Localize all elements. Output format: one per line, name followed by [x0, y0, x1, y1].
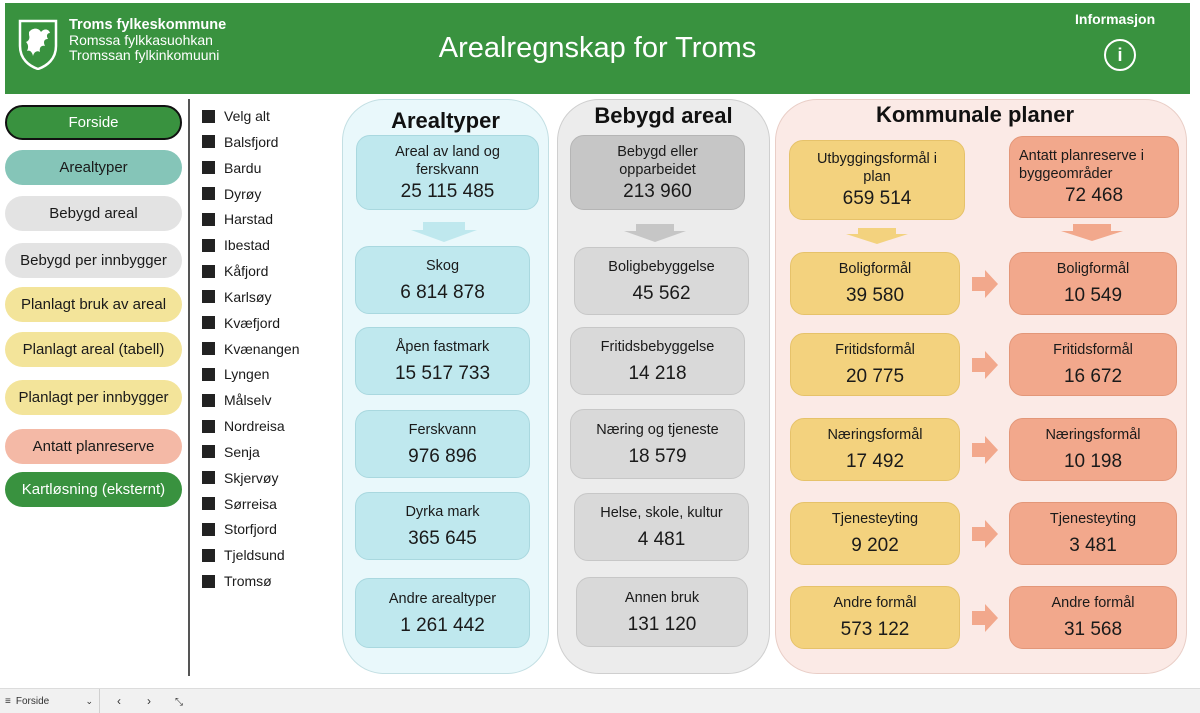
kommune-item[interactable]	[202, 340, 300, 358]
card-label: Skog	[425, 257, 460, 274]
bebygd-naering-card	[570, 409, 745, 479]
vertical-divider	[188, 99, 190, 676]
previous-page-button[interactable]	[104, 694, 134, 708]
checkbox-icon	[202, 368, 215, 381]
bebygd-total-card	[570, 135, 745, 210]
nav-planlagt-areal-tabell-button[interactable]: Planlagt areal (tabell)	[5, 332, 182, 367]
card-label: Bebygd eller opparbeidet	[617, 143, 698, 178]
kommune-label: Ibestad	[224, 237, 270, 254]
info-icon: i	[1117, 44, 1123, 65]
card-label: Utbyggingsformål i plan	[816, 151, 938, 185]
card-label: Næringsformål	[827, 427, 923, 443]
down-arrow-icon	[411, 222, 477, 242]
page-navigation-bar	[0, 688, 1200, 713]
current-page-label: Forside	[15, 695, 50, 707]
checkbox-icon	[202, 394, 215, 407]
utbygging-card	[790, 502, 960, 565]
card-value: 18 579	[628, 445, 687, 467]
checkbox-icon	[202, 239, 215, 252]
bebygd-fritid-card	[570, 327, 745, 395]
checkbox-icon	[202, 161, 215, 174]
org-name-line2: Romssa fylkkasuohkan	[69, 32, 213, 48]
arealtyper-title: Arealtyper	[391, 108, 500, 133]
card-value: 1 261 442	[400, 614, 485, 636]
utbygging-card	[790, 252, 960, 315]
kommune-item[interactable]	[202, 469, 278, 487]
card-label: Boligbebyggelse	[608, 258, 715, 275]
bebygd-helse-card	[574, 493, 749, 561]
info-label: Informasjon	[1075, 11, 1156, 27]
kommune-label: Målselv	[224, 392, 272, 409]
kommune-item[interactable]	[202, 185, 261, 203]
nav-antatt-planreserve-button[interactable]: Antatt planreserve	[5, 429, 182, 464]
kommune-item[interactable]	[202, 236, 270, 254]
card-label: Fritidsformål	[1053, 342, 1133, 358]
chevron-left-icon: ‹	[117, 694, 121, 708]
card-value: 15 517 733	[394, 362, 491, 384]
fullscreen-button[interactable]	[164, 694, 194, 708]
card-label: Andre arealtyper	[388, 590, 497, 607]
card-value: 10 198	[1063, 451, 1123, 472]
card-label: Åpen fastmark	[395, 338, 490, 355]
card-value: 17 492	[845, 451, 905, 472]
kommune-label: Storfjord	[224, 521, 277, 538]
kommune-label: Sørreisa	[224, 495, 277, 512]
kommune-label: Kvæfjord	[224, 314, 281, 331]
kommune-item[interactable]	[202, 107, 270, 125]
kommune-item[interactable]	[202, 262, 268, 280]
chevron-down-icon: ⌄	[85, 695, 93, 706]
kommune-label: Harstad	[224, 211, 274, 228]
card-label: Andre formål	[1051, 595, 1135, 611]
kommune-label: Senja	[224, 443, 260, 460]
card-label: Boligformål	[1056, 261, 1130, 277]
card-value: 659 514	[842, 188, 912, 209]
kommune-item[interactable]	[202, 133, 278, 151]
right-arrow-icon	[972, 270, 998, 298]
nav-planlagt-per-innbygger-button[interactable]: Planlagt per innbygger	[5, 380, 182, 415]
utbygging-card	[790, 333, 960, 396]
org-name-line1: Troms fylkeskommune	[69, 17, 227, 33]
down-arrow-icon	[846, 228, 908, 244]
kommune-label: Dyrøy	[224, 185, 262, 202]
reserve-card	[1009, 418, 1177, 481]
card-label: Fritidsformål	[835, 342, 915, 358]
right-arrow-icon	[972, 604, 998, 632]
right-arrow-icon	[972, 436, 998, 464]
card-value: 25 115 485	[400, 180, 495, 202]
kommune-item[interactable]	[202, 314, 280, 332]
card-label: Dyrka mark	[405, 503, 480, 520]
card-value: 45 562	[632, 282, 691, 304]
kommune-item[interactable]	[202, 159, 261, 177]
info-button[interactable]	[1104, 39, 1136, 71]
right-arrow-icon	[972, 520, 998, 548]
card-value: 9 202	[851, 535, 899, 556]
checkbox-icon	[202, 420, 215, 433]
header-banner	[5, 3, 1190, 94]
next-page-button[interactable]	[134, 694, 164, 708]
card-value: 72 468	[1064, 185, 1124, 206]
reserve-card	[1009, 333, 1177, 396]
kommune-label: Tjeldsund	[224, 547, 285, 564]
reserve-card	[1009, 586, 1177, 649]
card-value: 39 580	[845, 285, 905, 306]
card-label: Fritidsbebyggelse	[600, 338, 715, 355]
checkbox-icon	[202, 549, 215, 562]
checkbox-icon	[202, 523, 215, 536]
card-value: 14 218	[628, 362, 687, 384]
down-arrow-icon	[1061, 224, 1123, 241]
checkbox-icon	[202, 135, 215, 148]
kommune-item[interactable]	[202, 391, 271, 409]
card-label: Næringsformål	[1045, 427, 1141, 443]
page-selector[interactable]	[0, 689, 100, 713]
areal-apen-fastmark-card	[355, 327, 530, 395]
areal-dyrka-mark-card	[355, 492, 530, 560]
chevron-right-icon: ›	[147, 694, 151, 708]
reserve-card	[1009, 252, 1177, 315]
card-value: 573 122	[840, 619, 910, 640]
checkbox-icon	[202, 290, 215, 303]
areal-ferskvann-card	[355, 410, 530, 478]
kommune-label: Kvænangen	[224, 340, 300, 357]
kommune-label: Bardu	[224, 159, 262, 176]
card-label: Tjenesteyting	[831, 511, 919, 527]
right-arrow-icon	[972, 351, 998, 379]
kommunale-title: Kommunale planer	[875, 102, 1075, 127]
card-value: 31 568	[1063, 619, 1123, 640]
nav-planlagt-bruk-button[interactable]: Planlagt bruk av areal	[5, 287, 182, 322]
kommune-label: Velg alt	[224, 108, 270, 124]
kommune-item[interactable]	[202, 365, 269, 383]
page-title: Arealregnskap for Troms	[438, 32, 757, 64]
card-value: 131 120	[627, 613, 697, 635]
kommune-item[interactable]	[202, 572, 272, 590]
checkbox-icon	[202, 187, 215, 200]
kommune-item[interactable]	[202, 495, 277, 513]
bebygd-annen-card	[576, 577, 748, 647]
nav-bebygd-per-innbygger-button[interactable]: Bebygd per innbygger	[5, 243, 182, 278]
kommune-item[interactable]	[202, 288, 271, 306]
checkbox-icon	[202, 342, 215, 355]
utbygging-card	[790, 418, 960, 481]
kommune-item[interactable]	[202, 417, 285, 435]
nav-bebygd-areal-button[interactable]: Bebygd areal	[5, 196, 182, 231]
checkbox-icon	[202, 497, 215, 510]
checkbox-icon	[202, 110, 215, 123]
areal-skog-card	[355, 246, 530, 314]
utbygging-total-card	[789, 140, 965, 220]
card-value: 4 481	[637, 528, 686, 550]
card-label: Antatt planreserve i byggeområder	[1019, 148, 1144, 182]
card-label: Annen bruk	[624, 589, 700, 606]
nav-forside-button[interactable]: Forside	[5, 105, 182, 140]
card-label: Ferskvann	[408, 421, 477, 438]
card-label: Næring og tjeneste	[596, 421, 719, 438]
down-arrow-icon	[624, 224, 686, 242]
org-name-line3: Tromssan fylkinkomuuni	[69, 47, 220, 63]
card-label: Helse, skole, kultur	[600, 504, 723, 521]
hamburger-icon: ≡	[5, 695, 11, 707]
kommune-label: Lyngen	[224, 366, 270, 383]
bebygd-title: Bebygd areal	[594, 103, 733, 128]
kommune-label: Nordreisa	[224, 418, 285, 434]
card-value: 213 960	[623, 180, 692, 202]
card-value: 3 481	[1069, 535, 1117, 556]
reserve-total-card	[1009, 136, 1179, 218]
kommune-item[interactable]	[202, 546, 285, 564]
kommune-item[interactable]	[202, 443, 260, 461]
kommune-label: Tromsø	[224, 573, 272, 589]
card-label: Boligformål	[838, 261, 912, 277]
kommune-label: Karlsøy	[224, 288, 272, 305]
card-label: Areal av land og ferskvann	[395, 143, 500, 178]
checkbox-icon	[202, 575, 215, 588]
checkbox-icon	[202, 471, 215, 484]
bebygd-bolig-card	[574, 247, 749, 315]
reserve-card	[1009, 502, 1177, 565]
utbygging-card	[790, 586, 960, 649]
card-value: 976 896	[408, 445, 477, 467]
kommune-label: Skjervøy	[224, 469, 279, 486]
nav-kartlosning-button[interactable]: Kartløsning (eksternt)	[5, 472, 182, 507]
card-value: 16 672	[1063, 366, 1123, 387]
card-value: 20 775	[845, 366, 905, 387]
areal-andre-card	[355, 578, 530, 648]
card-value: 6 814 878	[400, 281, 485, 303]
kommune-item[interactable]	[202, 520, 277, 538]
checkbox-icon	[202, 445, 215, 458]
checkbox-icon	[202, 265, 215, 278]
card-label: Tjenesteyting	[1049, 511, 1137, 527]
checkbox-icon	[202, 213, 215, 226]
expand-icon: ⤡	[175, 697, 183, 708]
nav-arealtyper-button[interactable]: Arealtyper	[5, 150, 182, 185]
kommune-item[interactable]	[202, 210, 273, 228]
card-value: 10 549	[1063, 285, 1123, 306]
kommune-label: Balsfjord	[224, 133, 279, 150]
checkbox-icon	[202, 316, 215, 329]
card-value: 365 645	[408, 527, 477, 549]
kommune-label: Kåfjord	[224, 263, 269, 279]
areal-total-card	[356, 135, 539, 210]
card-label: Andre formål	[833, 595, 917, 611]
